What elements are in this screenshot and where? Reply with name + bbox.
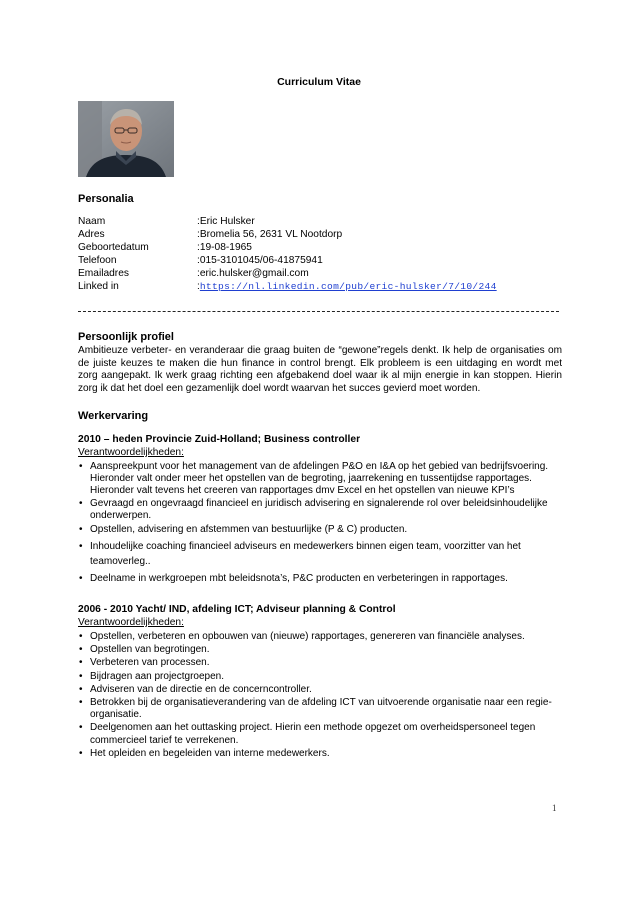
section-divider bbox=[78, 311, 559, 312]
list-item-text: Deelname in werkgroepen mbt beleidsnota’s, P&C producten en verbeteringen in rapportages. bbox=[90, 573, 508, 585]
job-title: 2006 - 2010 Yacht/ IND, afdeling ICT; Adviseur planning & Control bbox=[78, 604, 396, 615]
personalia-row bbox=[78, 268, 558, 281]
personalia-label: Linked in bbox=[78, 281, 119, 292]
list-item-text: Betrokken bij de organisatieverandering van de afdeling ICT van uitvoerende organisatie naar een regie-organisatie. bbox=[90, 697, 552, 721]
personalia-row bbox=[78, 255, 558, 268]
list-item: • Opstellen van begrotingen. bbox=[78, 644, 562, 656]
list-item: • Adviseren van de directie en de concerncontroller. bbox=[78, 684, 562, 696]
list-item: • Inhoudelijke coaching financieel adviseurs en medewerkers binnen eigen team, voorzitter van het teamoverleg.. bbox=[78, 539, 562, 569]
personalia-value bbox=[197, 281, 497, 292]
list-item: • Deelname in werkgroepen mbt beleidsnota’s, P&C producten en verbeteringen in rapportages. bbox=[78, 573, 562, 585]
personalia-label: Adres bbox=[78, 229, 105, 240]
personalia-label: Geboortedatum bbox=[78, 242, 149, 253]
bullet-list bbox=[78, 631, 562, 760]
job-title: 2010 – heden Provincie Zuid-Holland; Business controller bbox=[78, 434, 361, 445]
list-item: • Opstellen, advisering en afstemmen van bestuurlijke (P & C) producten. bbox=[78, 524, 562, 536]
section-heading-personalia: Personalia bbox=[78, 193, 134, 205]
list-item: • Het opleiden en begeleiden van interne medewerkers. bbox=[78, 748, 562, 760]
list-item-text: Deelgenomen aan het outtasking project. Hierin een methode opgezet om overheidspersoneel tegen commercieel tarief te verrekenen. bbox=[90, 722, 536, 746]
linkedin-link[interactable]: https://nl.linkedin.com/pub/eric-hulsker/7/10/244 bbox=[199, 281, 497, 292]
personalia-row bbox=[78, 281, 558, 294]
list-item-text: Inhoudelijke coaching financieel adviseurs en medewerkers binnen eigen team, voorzitter van het teamoverleg.. bbox=[90, 541, 521, 568]
list-item-text: Aanspreekpunt voor het management van de afdelingen P&O en I&A op het gebied van bedrijfsvoering. Hieronder valt onder meer het opstellen van de begroting, jaarrekening en tussentijdse rapportages. Hieronder valt tevens het creeren van rapportages dmv Excel en het opstellen van nieuwe KPI’s bbox=[90, 461, 549, 497]
responsibilities-label: Verantwoordelijkheden: bbox=[78, 617, 184, 628]
page-number: 1 bbox=[552, 803, 557, 813]
personalia-label: Emailadres bbox=[78, 268, 129, 279]
list-item-text: Opstellen, verbeteren en opbouwen van (nieuwe) rapportages, genereren van financiële analyses. bbox=[90, 631, 525, 642]
section-heading-profiel: Persoonlijk profiel bbox=[78, 331, 174, 343]
personalia-value: :015-3101045/06-41875941 bbox=[197, 255, 323, 266]
personalia-row bbox=[78, 242, 558, 255]
personalia-row bbox=[78, 216, 558, 229]
personalia-value: :Eric Hulsker bbox=[197, 216, 255, 227]
personalia-value: :19-08-1965 bbox=[197, 242, 252, 253]
section-heading-werkervaring: Werkervaring bbox=[78, 410, 149, 422]
list-item-text: Adviseren van de directie en de concerncontroller. bbox=[90, 683, 312, 695]
profile-paragraph: Ambitieuze verbeter- en veranderaar die graag buiten de “gewone”regels denkt. Ik help de organisaties om de juiste keuzes te maken die hun finance in control brengt. Elk probleem is een uitdaging en wordt met zorg aangepakt. Ik werk graag richting een afgebakend doel waar ik al mijn energie in kan stoppen. Hierin zorg ik dat het doel een gezamenlijk doel wordt waarvan het succes gevierd moet worden. bbox=[78, 345, 562, 394]
list-item: • Opstellen, verbeteren en opbouwen van (nieuwe) rapportages, genereren van financiële analyses. bbox=[78, 631, 562, 643]
document-title: Curriculum Vitae bbox=[277, 76, 361, 88]
profile-photo bbox=[78, 101, 174, 177]
personalia-value: :Bromelia 56, 2631 VL Nootdorp bbox=[197, 229, 343, 240]
list-item-text: Opstellen, advisering en afstemmen van bestuurlijke (P & C) producten. bbox=[90, 524, 408, 536]
list-item-text: Gevraagd en ongevraagd financieel en juridisch advisering en signalerende rol over beleidsinhoudelijke onderwerpen. bbox=[90, 497, 548, 521]
link-prefix: : bbox=[197, 281, 200, 292]
list-item: • Bijdragen aan projectgroepen. bbox=[78, 671, 562, 683]
list-item-text: Opstellen van begrotingen. bbox=[90, 644, 210, 656]
list-item-text: Bijdragen aan projectgroepen. bbox=[90, 670, 224, 682]
portrait-image bbox=[78, 101, 174, 177]
personalia-value: :eric.hulsker@gmail.com bbox=[197, 268, 309, 279]
list-item-text: Verbeteren van processen. bbox=[90, 657, 210, 669]
list-item: • Verbeteren van processen. bbox=[78, 657, 562, 669]
bullet-list bbox=[78, 461, 562, 585]
responsibilities-label: Verantwoordelijkheden: bbox=[78, 447, 184, 458]
list-item: • Deelgenomen aan het outtasking project. Hierin een methode opgezet om overheidspersoneel tegen commercieel tarief te verrekenen. bbox=[78, 722, 562, 746]
personalia-label: Telefoon bbox=[78, 255, 117, 266]
list-item: • Gevraagd en ongevraagd financieel en juridisch advisering en signalerende rol over beleidsinhoudelijke onderwerpen. bbox=[78, 498, 562, 522]
personalia-row bbox=[78, 229, 558, 242]
list-item: • Betrokken bij de organisatieverandering van de afdeling ICT van uitvoerende organisatie naar een regie-organisatie. bbox=[78, 697, 562, 721]
list-item: • Aanspreekpunt voor het management van de afdelingen P&O en I&A op het gebied van bedrijfsvoering. Hieronder valt onder meer het opstellen van de begroting, jaarrekening en tussentijdse rapportages. Hieronder valt tevens het creeren van rapportages dmv Excel en het opstellen van nieuwe KPI’s bbox=[78, 461, 562, 498]
personalia-label: Naam bbox=[78, 216, 106, 227]
list-item-text: Het opleiden en begeleiden van interne medewerkers. bbox=[90, 747, 330, 759]
